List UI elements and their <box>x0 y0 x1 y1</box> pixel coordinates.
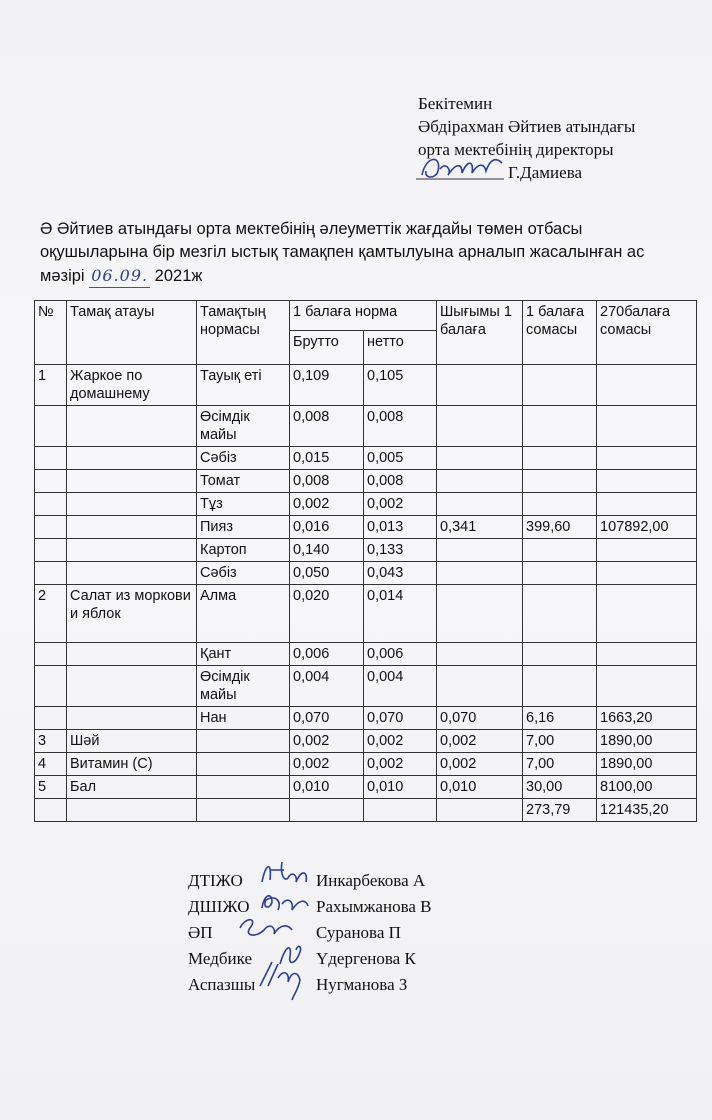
cell-cost-270 <box>597 643 697 666</box>
cell-output <box>437 365 523 406</box>
document-title <box>40 218 700 288</box>
cell-cost-one <box>523 493 597 516</box>
header-cost-one: 1 балаға сомасы <box>523 301 597 365</box>
cell-cost-one: 6,16 <box>523 707 597 730</box>
cell-no <box>35 562 67 585</box>
cell-ingredient: Нан <box>197 707 290 730</box>
cell-output <box>437 470 523 493</box>
approval-school: Әбдірахман Әйтиев атындағы <box>418 117 636 136</box>
signatory-role: ДШІЖО <box>188 897 250 916</box>
cell-output: 0,341 <box>437 516 523 539</box>
cell-cost-270: 121435,20 <box>597 799 697 822</box>
cell-ingredient: Картоп <box>197 539 290 562</box>
cell-ingredient <box>197 753 290 776</box>
cell-brutto: 0,002 <box>290 753 364 776</box>
cell-brutto <box>290 799 364 822</box>
signatory-role: Медбике <box>188 949 252 968</box>
cell-ingredient: Тұз <box>197 493 290 516</box>
signatory-name: Инкарбекова А <box>316 871 426 890</box>
cell-dish <box>67 447 197 470</box>
cell-dish: Шәй <box>67 730 197 753</box>
table-row <box>35 406 697 447</box>
cell-netto: 0,010 <box>364 776 437 799</box>
cell-dish: Салат из моркови и яблок <box>67 585 197 643</box>
approval-signer-name: Г.Дамиева <box>508 163 583 182</box>
cell-no <box>35 493 67 516</box>
cell-no: 4 <box>35 753 67 776</box>
cell-ingredient: Қант <box>197 643 290 666</box>
cell-dish <box>67 643 197 666</box>
title-line-1: Ә Әйтиев атындағы орта мектебінің әлеуметтік жағдайы төмен отбасы <box>40 220 583 238</box>
cell-netto: 0,002 <box>364 493 437 516</box>
cell-brutto: 0,109 <box>290 365 364 406</box>
cell-ingredient: Пияз <box>197 516 290 539</box>
cell-ingredient: Өсімдік майы <box>197 666 290 707</box>
cell-cost-one <box>523 365 597 406</box>
cell-netto: 0,070 <box>364 707 437 730</box>
cell-ingredient <box>197 730 290 753</box>
cell-dish: Витамин (С) <box>67 753 197 776</box>
table-row <box>35 643 697 666</box>
cell-brutto: 0,020 <box>290 585 364 643</box>
cell-output: 0,002 <box>437 753 523 776</box>
cell-ingredient: Алма <box>197 585 290 643</box>
cell-cost-270 <box>597 493 697 516</box>
approval-heading: Бекітемин <box>418 94 493 113</box>
cell-no <box>35 707 67 730</box>
table-row <box>35 516 697 539</box>
handwritten-date: 06.09. <box>89 264 150 288</box>
cell-output <box>437 585 523 643</box>
cell-ingredient <box>197 799 290 822</box>
cell-ingredient <box>197 776 290 799</box>
cell-netto: 0,008 <box>364 406 437 447</box>
table-row <box>35 776 697 799</box>
table-header-row <box>35 301 697 331</box>
title-year: 2021ж <box>154 267 203 285</box>
approval-signature-line <box>418 161 698 184</box>
cell-dish: Бал <box>67 776 197 799</box>
cell-cost-one <box>523 643 597 666</box>
cell-netto: 0,014 <box>364 585 437 643</box>
cell-dish <box>67 799 197 822</box>
cell-netto: 0,008 <box>364 470 437 493</box>
cell-no: 3 <box>35 730 67 753</box>
cell-dish <box>67 470 197 493</box>
cell-ingredient: Томат <box>197 470 290 493</box>
cell-no <box>35 406 67 447</box>
cell-cost-270: 1890,00 <box>597 730 697 753</box>
signatory-name: Үдергенова К <box>316 949 416 968</box>
signatory-name: Суранова П <box>316 923 401 942</box>
cell-cost-270 <box>597 470 697 493</box>
cell-brutto: 0,050 <box>290 562 364 585</box>
cell-brutto: 0,002 <box>290 493 364 516</box>
cell-brutto: 0,015 <box>290 447 364 470</box>
cell-cost-one: 7,00 <box>523 753 597 776</box>
cell-cost-one: 273,79 <box>523 799 597 822</box>
cell-brutto: 0,008 <box>290 470 364 493</box>
header-no: № <box>35 301 67 365</box>
table-row <box>35 666 697 707</box>
cell-dish <box>67 516 197 539</box>
signatory-name: Рахымжанова В <box>316 897 432 916</box>
cell-cost-270 <box>597 562 697 585</box>
cell-output <box>437 493 523 516</box>
cell-cost-one: 30,00 <box>523 776 597 799</box>
cell-cost-one <box>523 585 597 643</box>
cell-cost-270 <box>597 406 697 447</box>
cell-cost-one <box>523 539 597 562</box>
cell-no: 2 <box>35 585 67 643</box>
cell-cost-one <box>523 470 597 493</box>
title-line-2: оқушыларына бір мезгіл ыстық тамақпен қамтылуына арналып жасалынған ас <box>40 243 645 261</box>
cell-brutto: 0,004 <box>290 666 364 707</box>
cell-ingredient: Өсімдік майы <box>197 406 290 447</box>
header-netto: нетто <box>364 331 437 365</box>
table-row <box>35 799 697 822</box>
cell-cost-270: 1663,20 <box>597 707 697 730</box>
cell-output <box>437 666 523 707</box>
cell-cost-270: 107892,00 <box>597 516 697 539</box>
cell-brutto: 0,010 <box>290 776 364 799</box>
cell-no: 1 <box>35 365 67 406</box>
title-prefix: мәзірі <box>40 267 85 285</box>
cell-cost-270: 8100,00 <box>597 776 697 799</box>
header-norm-group: 1 балаға норма <box>290 301 437 331</box>
table-row <box>35 539 697 562</box>
cell-brutto: 0,140 <box>290 539 364 562</box>
cell-netto <box>364 799 437 822</box>
cell-cost-270 <box>597 365 697 406</box>
header-brutto: Брутто <box>290 331 364 365</box>
cell-netto: 0,002 <box>364 730 437 753</box>
signatory-name: Нугманова З <box>316 975 408 994</box>
cell-cost-one <box>523 562 597 585</box>
table-row <box>35 585 697 643</box>
approval-position: орта мектебінің директоры <box>418 140 614 159</box>
cell-brutto: 0,070 <box>290 707 364 730</box>
cell-cost-one: 399,60 <box>523 516 597 539</box>
cell-output <box>437 643 523 666</box>
cell-netto: 0,005 <box>364 447 437 470</box>
cell-output <box>437 447 523 470</box>
cell-output <box>437 562 523 585</box>
cell-no <box>35 470 67 493</box>
signature-icon <box>258 960 318 1004</box>
cell-dish <box>67 666 197 707</box>
signatory-role: ДТІЖО <box>188 871 243 890</box>
cell-output: 0,002 <box>437 730 523 753</box>
cell-ingredient: Тауық еті <box>197 365 290 406</box>
cell-output: 0,070 <box>437 707 523 730</box>
header-dish: Тамақ атауы <box>67 301 197 365</box>
cell-dish <box>67 707 197 730</box>
cell-dish <box>67 406 197 447</box>
header-output: Шығымы 1 балаға <box>437 301 523 365</box>
cell-brutto: 0,008 <box>290 406 364 447</box>
cell-cost-one: 7,00 <box>523 730 597 753</box>
cell-brutto: 0,016 <box>290 516 364 539</box>
cell-output <box>437 406 523 447</box>
cell-dish: Жаркое по домашнему <box>67 365 197 406</box>
cell-ingredient: Сәбіз <box>197 447 290 470</box>
cell-no <box>35 799 67 822</box>
cell-cost-one <box>523 447 597 470</box>
table-row <box>35 707 697 730</box>
title-line-3 <box>40 264 700 288</box>
director-signature-icon <box>416 149 508 189</box>
cell-cost-270 <box>597 539 697 562</box>
cell-output: 0,010 <box>437 776 523 799</box>
cell-output <box>437 539 523 562</box>
table-row <box>35 447 697 470</box>
cell-netto: 0,006 <box>364 643 437 666</box>
cell-cost-one <box>523 666 597 707</box>
cell-ingredient: Сәбіз <box>197 562 290 585</box>
table-row <box>35 730 697 753</box>
cell-no <box>35 447 67 470</box>
table-row <box>35 493 697 516</box>
cell-dish <box>67 539 197 562</box>
cell-dish <box>67 493 197 516</box>
cell-brutto: 0,002 <box>290 730 364 753</box>
header-cost-270: 270балаға сомасы <box>597 301 697 365</box>
cell-netto: 0,105 <box>364 365 437 406</box>
cell-no: 5 <box>35 776 67 799</box>
table-row <box>35 470 697 493</box>
cell-dish <box>67 562 197 585</box>
table-row <box>35 562 697 585</box>
cell-no <box>35 643 67 666</box>
header-ingredient: Тамақтың нормасы <box>197 301 290 365</box>
cell-cost-270 <box>597 447 697 470</box>
cell-no <box>35 666 67 707</box>
menu-table <box>34 300 697 822</box>
approval-block <box>418 92 698 184</box>
cell-cost-270 <box>597 585 697 643</box>
table-row <box>35 753 697 776</box>
cell-netto: 0,133 <box>364 539 437 562</box>
cell-cost-270 <box>597 666 697 707</box>
signatory-role: ӘП <box>188 923 213 942</box>
cell-brutto: 0,006 <box>290 643 364 666</box>
cell-netto: 0,013 <box>364 516 437 539</box>
table-row <box>35 365 697 406</box>
cell-cost-one <box>523 406 597 447</box>
signatory-role: Аспазшы <box>188 975 256 994</box>
cell-netto: 0,004 <box>364 666 437 707</box>
cell-no <box>35 539 67 562</box>
cell-no <box>35 516 67 539</box>
cell-output <box>437 799 523 822</box>
cell-netto: 0,002 <box>364 753 437 776</box>
cell-cost-270: 1890,00 <box>597 753 697 776</box>
cell-netto: 0,043 <box>364 562 437 585</box>
